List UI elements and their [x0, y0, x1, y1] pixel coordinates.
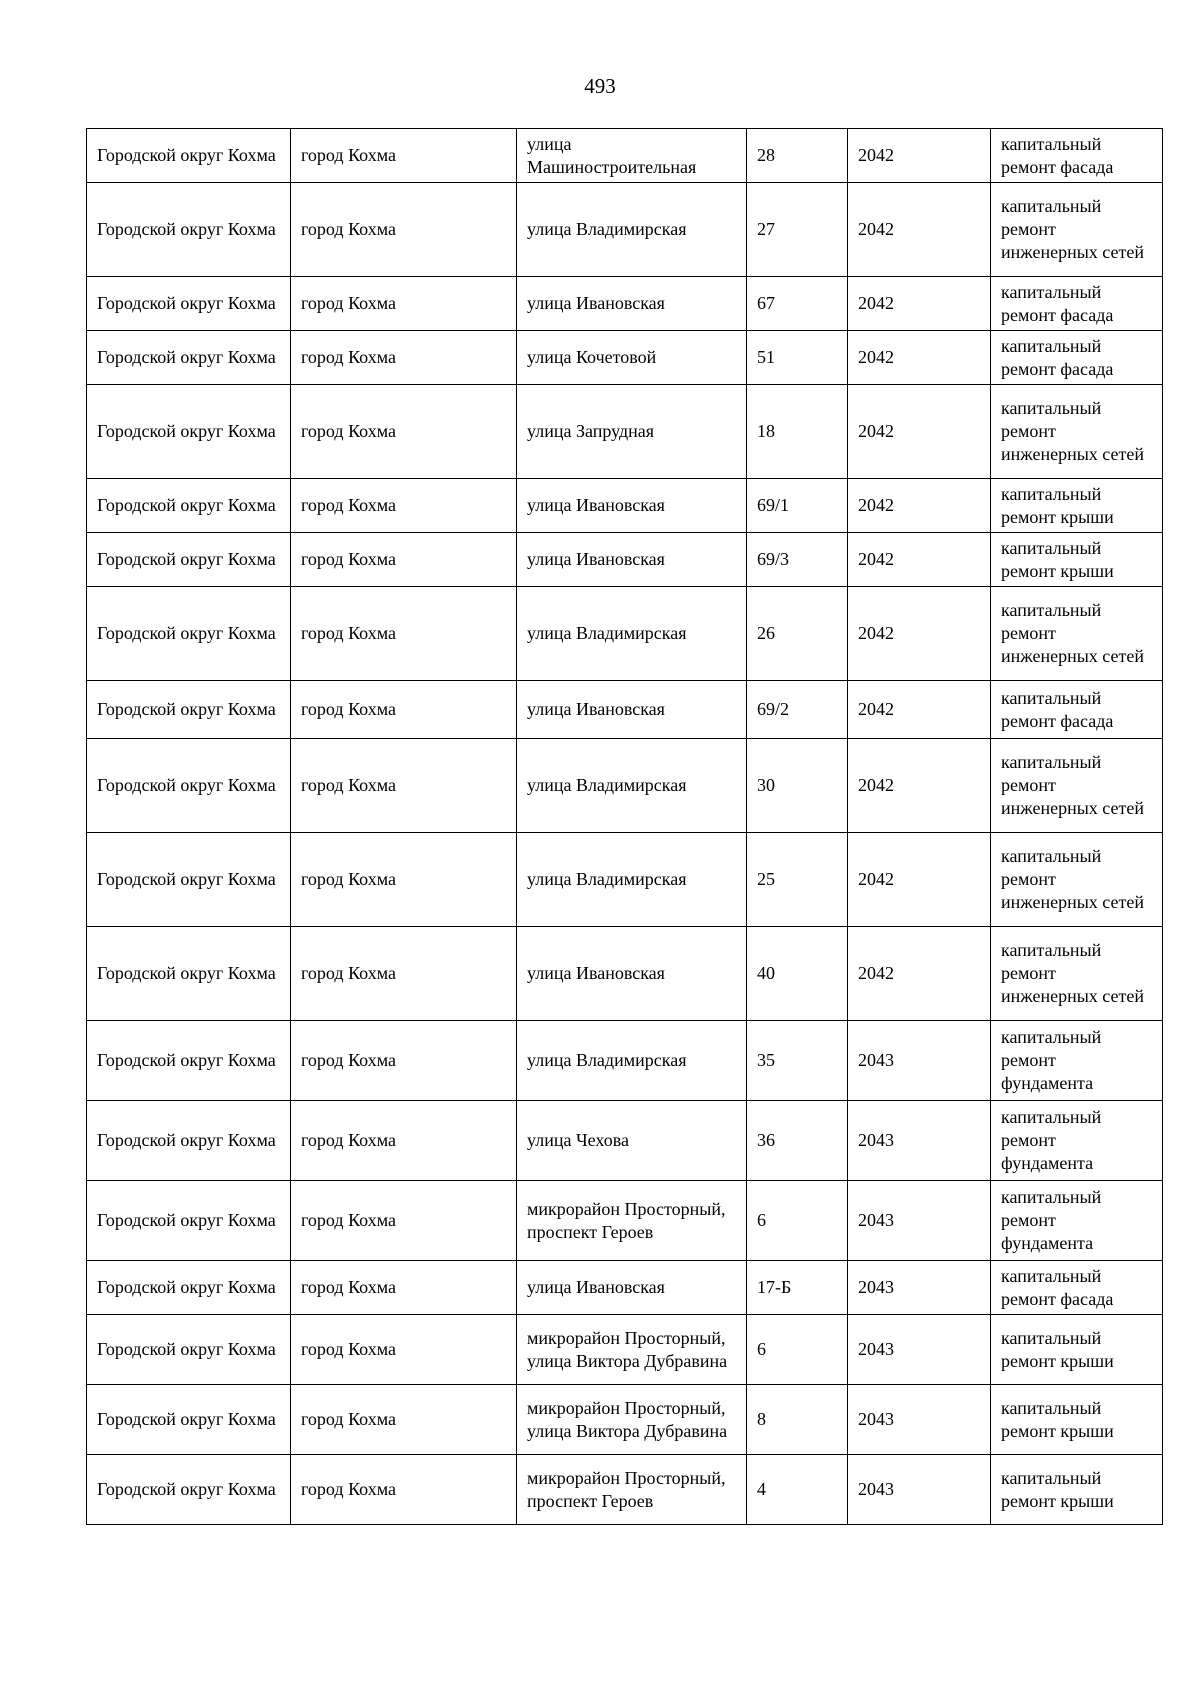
district-cell: Городской округ Кохма [87, 1261, 291, 1315]
district-cell: Городской округ Кохма [87, 277, 291, 331]
table-row [87, 1455, 1163, 1525]
house-number-cell: 67 [747, 277, 848, 331]
year-cell: 2042 [848, 277, 991, 331]
table-row [87, 277, 1163, 331]
table-row [87, 833, 1163, 927]
house-number-cell: 69/1 [747, 479, 848, 533]
year-cell: 2043 [848, 1101, 991, 1181]
street-cell: микрорайон Просторный, улица Виктора Дубравина [517, 1315, 747, 1385]
district-cell: Городской округ Кохма [87, 681, 291, 739]
city-cell: город Кохма [291, 587, 517, 681]
district-cell: Городской округ Кохма [87, 1101, 291, 1181]
city-cell: город Кохма [291, 479, 517, 533]
year-cell: 2042 [848, 833, 991, 927]
city-cell: город Кохма [291, 1021, 517, 1101]
work-type-cell: капитальный ремонт фасада [991, 129, 1163, 183]
house-number-cell: 6 [747, 1181, 848, 1261]
year-cell: 2043 [848, 1385, 991, 1455]
year-cell: 2042 [848, 385, 991, 479]
city-cell: город Кохма [291, 1315, 517, 1385]
district-cell: Городской округ Кохма [87, 331, 291, 385]
page-number: 493 [584, 74, 616, 98]
work-type-cell: капитальный ремонт фасада [991, 681, 1163, 739]
repair-schedule-table [86, 128, 1163, 1525]
year-cell: 2042 [848, 533, 991, 587]
city-cell: город Кохма [291, 331, 517, 385]
work-type-cell: капитальный ремонт фундамента [991, 1021, 1163, 1101]
house-number-cell: 36 [747, 1101, 848, 1181]
district-cell: Городской округ Кохма [87, 927, 291, 1021]
street-cell: улица Ивановская [517, 927, 747, 1021]
house-number-cell: 4 [747, 1455, 848, 1525]
work-type-cell: капитальный ремонт крыши [991, 533, 1163, 587]
house-number-cell: 27 [747, 183, 848, 277]
city-cell: город Кохма [291, 533, 517, 587]
table-row [87, 533, 1163, 587]
street-cell: микрорайон Просторный, проспект Героев [517, 1181, 747, 1261]
district-cell: Городской округ Кохма [87, 1455, 291, 1525]
house-number-cell: 69/2 [747, 681, 848, 739]
house-number-cell: 17-Б [747, 1261, 848, 1315]
year-cell: 2042 [848, 739, 991, 833]
street-cell: улица Ивановская [517, 681, 747, 739]
work-type-cell: капитальный ремонт крыши [991, 479, 1163, 533]
work-type-cell: капитальный ремонт фасада [991, 277, 1163, 331]
year-cell: 2042 [848, 183, 991, 277]
street-cell: микрорайон Просторный, улица Виктора Дубравина [517, 1385, 747, 1455]
work-type-cell: капитальный ремонт инженерных сетей [991, 833, 1163, 927]
city-cell: город Кохма [291, 927, 517, 1021]
city-cell: город Кохма [291, 1181, 517, 1261]
district-cell: Городской округ Кохма [87, 385, 291, 479]
work-type-cell: капитальный ремонт крыши [991, 1385, 1163, 1455]
table-row [87, 331, 1163, 385]
work-type-cell: капитальный ремонт инженерных сетей [991, 385, 1163, 479]
city-cell: город Кохма [291, 1261, 517, 1315]
table-row [87, 183, 1163, 277]
street-cell: улица Запрудная [517, 385, 747, 479]
district-cell: Городской округ Кохма [87, 1181, 291, 1261]
table-row [87, 739, 1163, 833]
work-type-cell: капитальный ремонт крыши [991, 1455, 1163, 1525]
table-row [87, 1385, 1163, 1455]
year-cell: 2043 [848, 1181, 991, 1261]
house-number-cell: 35 [747, 1021, 848, 1101]
work-type-cell: капитальный ремонт крыши [991, 1315, 1163, 1385]
year-cell: 2043 [848, 1021, 991, 1101]
street-cell: улица Чехова [517, 1101, 747, 1181]
table-row [87, 587, 1163, 681]
house-number-cell: 26 [747, 587, 848, 681]
district-cell: Городской округ Кохма [87, 1021, 291, 1101]
district-cell: Городской округ Кохма [87, 587, 291, 681]
year-cell: 2043 [848, 1455, 991, 1525]
district-cell: Городской округ Кохма [87, 129, 291, 183]
city-cell: город Кохма [291, 1455, 517, 1525]
work-type-cell: капитальный ремонт инженерных сетей [991, 587, 1163, 681]
table-row [87, 479, 1163, 533]
street-cell: улица Владимирская [517, 183, 747, 277]
street-cell: улица Владимирская [517, 739, 747, 833]
district-cell: Городской округ Кохма [87, 479, 291, 533]
work-type-cell: капитальный ремонт фасада [991, 331, 1163, 385]
table-row [87, 1181, 1163, 1261]
house-number-cell: 18 [747, 385, 848, 479]
year-cell: 2042 [848, 681, 991, 739]
table-row [87, 1261, 1163, 1315]
work-type-cell: капитальный ремонт фасада [991, 1261, 1163, 1315]
year-cell: 2042 [848, 587, 991, 681]
district-cell: Городской округ Кохма [87, 533, 291, 587]
city-cell: город Кохма [291, 1385, 517, 1455]
work-type-cell: капитальный ремонт инженерных сетей [991, 927, 1163, 1021]
table-row [87, 129, 1163, 183]
work-type-cell: капитальный ремонт фундамента [991, 1101, 1163, 1181]
district-cell: Городской округ Кохма [87, 183, 291, 277]
city-cell: город Кохма [291, 385, 517, 479]
house-number-cell: 69/3 [747, 533, 848, 587]
year-cell: 2042 [848, 129, 991, 183]
district-cell: Городской округ Кохма [87, 1385, 291, 1455]
house-number-cell: 30 [747, 739, 848, 833]
year-cell: 2043 [848, 1315, 991, 1385]
district-cell: Городской округ Кохма [87, 833, 291, 927]
work-type-cell: капитальный ремонт инженерных сетей [991, 739, 1163, 833]
year-cell: 2042 [848, 927, 991, 1021]
city-cell: город Кохма [291, 681, 517, 739]
house-number-cell: 8 [747, 1385, 848, 1455]
house-number-cell: 28 [747, 129, 848, 183]
work-type-cell: капитальный ремонт инженерных сетей [991, 183, 1163, 277]
city-cell: город Кохма [291, 739, 517, 833]
street-cell: улица Ивановская [517, 479, 747, 533]
city-cell: город Кохма [291, 183, 517, 277]
street-cell: улица Владимирская [517, 587, 747, 681]
house-number-cell: 6 [747, 1315, 848, 1385]
district-cell: Городской округ Кохма [87, 1315, 291, 1385]
table-row [87, 1101, 1163, 1181]
city-cell: город Кохма [291, 129, 517, 183]
street-cell: улица Владимирская [517, 833, 747, 927]
district-cell: Городской округ Кохма [87, 739, 291, 833]
table-row [87, 385, 1163, 479]
house-number-cell: 51 [747, 331, 848, 385]
year-cell: 2042 [848, 331, 991, 385]
street-cell: улица Машиностроительная [517, 129, 747, 183]
house-number-cell: 25 [747, 833, 848, 927]
year-cell: 2043 [848, 1261, 991, 1315]
work-type-cell: капитальный ремонт фундамента [991, 1181, 1163, 1261]
street-cell: улица Ивановская [517, 1261, 747, 1315]
year-cell: 2042 [848, 479, 991, 533]
city-cell: город Кохма [291, 833, 517, 927]
street-cell: улица Кочетовой [517, 331, 747, 385]
city-cell: город Кохма [291, 277, 517, 331]
table-row [87, 1021, 1163, 1101]
street-cell: улица Ивановская [517, 533, 747, 587]
table-row [87, 681, 1163, 739]
street-cell: улица Владимирская [517, 1021, 747, 1101]
house-number-cell: 40 [747, 927, 848, 1021]
table-row [87, 1315, 1163, 1385]
street-cell: микрорайон Просторный, проспект Героев [517, 1455, 747, 1525]
city-cell: город Кохма [291, 1101, 517, 1181]
street-cell: улица Ивановская [517, 277, 747, 331]
table-row [87, 927, 1163, 1021]
